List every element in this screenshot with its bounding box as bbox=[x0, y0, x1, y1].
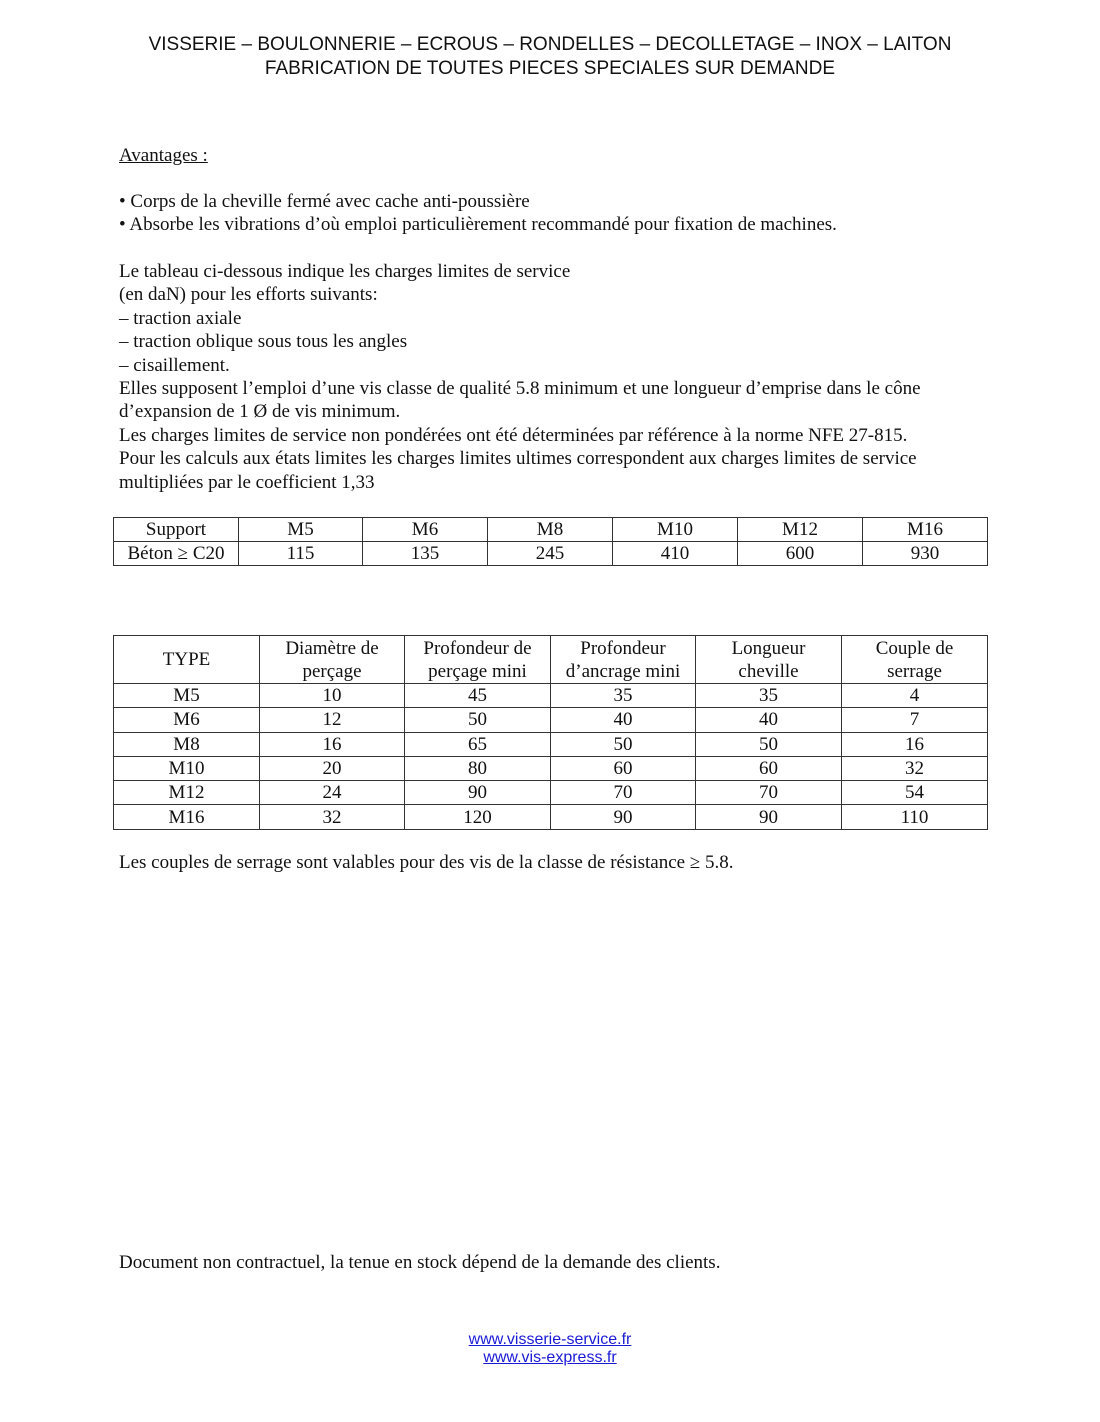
table-cell: 10 bbox=[260, 684, 405, 708]
intro-line: multipliées par le coefficient 1,33 bbox=[119, 471, 375, 493]
table-row bbox=[114, 708, 988, 732]
table-cell: 120 bbox=[405, 805, 551, 829]
header-text: Profondeur bbox=[580, 637, 666, 659]
torque-note: Les couples de serrage sont valables pour des vis de la classe de résistance ≥ 5.8. bbox=[119, 852, 734, 873]
intro-line: d’expansion de 1 Ø de vis minimum. bbox=[119, 401, 401, 423]
header-line-1: VISSERIE – BOULONNERIE – ECROUS – RONDELLES – DECOLLETAGE – INOX – LAITON bbox=[148, 34, 952, 55]
table-cell: 50 bbox=[696, 732, 842, 756]
intro-line: – traction axiale bbox=[119, 307, 242, 329]
header-text: perçage mini bbox=[428, 660, 527, 682]
table-cell: 40 bbox=[696, 708, 842, 732]
table-cell: 40 bbox=[551, 708, 696, 732]
table-row bbox=[114, 684, 988, 708]
table-cell: 110 bbox=[842, 805, 988, 829]
table-cell: 410 bbox=[613, 542, 738, 566]
table-row bbox=[114, 542, 988, 566]
header-text: d’ancrage mini bbox=[565, 660, 681, 682]
table-cell: 115 bbox=[239, 542, 363, 566]
advantages-list bbox=[119, 190, 999, 237]
table-cell: 32 bbox=[842, 756, 988, 780]
table-row bbox=[114, 732, 988, 756]
table-row bbox=[114, 756, 988, 780]
table-cell: 20 bbox=[260, 756, 405, 780]
table-row bbox=[114, 805, 988, 829]
advantage-item: • Absorbe les vibrations d’où emploi particulièrement recommandé pour fixation de machines. bbox=[119, 214, 837, 236]
table-header-row bbox=[114, 636, 988, 684]
table-cell: 35 bbox=[551, 684, 696, 708]
loads-table bbox=[113, 517, 988, 566]
table-header-cell: Support bbox=[114, 518, 239, 542]
table-cell: 80 bbox=[405, 756, 551, 780]
table-cell: 930 bbox=[863, 542, 988, 566]
table-header-cell: M8 bbox=[488, 518, 613, 542]
table-header-cell: M10 bbox=[613, 518, 738, 542]
intro-line: – traction oblique sous tous les angles bbox=[119, 331, 408, 353]
table-header-cell: M16 bbox=[863, 518, 988, 542]
table-cell: 600 bbox=[738, 542, 863, 566]
header-line-2: FABRICATION DE TOUTES PIECES SPECIALES SUR DEMANDE bbox=[264, 58, 836, 79]
table-cell: M10 bbox=[114, 756, 260, 780]
table-header-cell bbox=[551, 636, 696, 684]
table-cell: 35 bbox=[696, 684, 842, 708]
table-cell: 70 bbox=[696, 781, 842, 805]
table-cell: 90 bbox=[405, 781, 551, 805]
intro-line: Elles supposent l’emploi d’une vis classe de qualité 5.8 minimum et une longueur d’emprise dans le cône bbox=[119, 378, 921, 400]
table-header-cell bbox=[260, 636, 405, 684]
header-text: Couple de bbox=[875, 637, 954, 659]
table-header-cell bbox=[114, 636, 260, 684]
table-cell: 4 bbox=[842, 684, 988, 708]
table-row bbox=[114, 781, 988, 805]
intro-line: Pour les calculs aux états limites les charges limites ultimes correspondent aux charges limites de service bbox=[119, 448, 917, 470]
table-header-cell: M12 bbox=[738, 518, 863, 542]
table-header-row bbox=[114, 518, 988, 542]
table-header-cell: M5 bbox=[239, 518, 363, 542]
table-cell: 50 bbox=[405, 708, 551, 732]
table-cell: 16 bbox=[842, 732, 988, 756]
table-cell: 135 bbox=[363, 542, 488, 566]
header-text: serrage bbox=[887, 660, 942, 682]
table-cell: M16 bbox=[114, 805, 260, 829]
table-cell: 12 bbox=[260, 708, 405, 732]
table-cell: 90 bbox=[696, 805, 842, 829]
website-link-visserie-service[interactable]: www.visserie-service.fr bbox=[468, 1331, 632, 1348]
table-cell: 60 bbox=[696, 756, 842, 780]
intro-line: (en daN) pour les efforts suivants: bbox=[119, 284, 378, 306]
header-text: Longueur bbox=[731, 637, 806, 659]
table-cell: 90 bbox=[551, 805, 696, 829]
table-cell: 16 bbox=[260, 732, 405, 756]
intro-line: – cisaillement. bbox=[119, 354, 230, 376]
table-cell: 24 bbox=[260, 781, 405, 805]
website-link-vis-express[interactable]: www.vis-express.fr bbox=[483, 1349, 617, 1366]
table-cell: 32 bbox=[260, 805, 405, 829]
advantage-item: • Corps de la cheville fermé avec cache anti-poussière bbox=[119, 191, 530, 212]
table-cell: 60 bbox=[551, 756, 696, 780]
table-cell: 54 bbox=[842, 781, 988, 805]
specs-table bbox=[113, 635, 988, 830]
table-cell: Béton ≥ C20 bbox=[114, 542, 239, 566]
table-cell: M8 bbox=[114, 732, 260, 756]
header-text: perçage bbox=[302, 660, 362, 682]
table-cell: M12 bbox=[114, 781, 260, 805]
intro-line: Les charges limites de service non pondérées ont été déterminées par référence à la norme NFE 27-815. bbox=[119, 424, 908, 446]
table-cell: M5 bbox=[114, 684, 260, 708]
page-header bbox=[0, 33, 1100, 81]
intro-line: Le tableau ci-dessous indique les charges limites de service bbox=[119, 261, 571, 282]
table-header-cell bbox=[842, 636, 988, 684]
footer-links bbox=[0, 1331, 1100, 1367]
table-cell: 45 bbox=[405, 684, 551, 708]
table-cell: 245 bbox=[488, 542, 613, 566]
intro-paragraph bbox=[119, 260, 999, 494]
advantages-title-wrap bbox=[119, 144, 999, 167]
header-text: cheville bbox=[738, 660, 799, 682]
table-header-cell bbox=[696, 636, 842, 684]
disclaimer: Document non contractuel, la tenue en stock dépend de la demande des clients. bbox=[119, 1252, 721, 1273]
table-cell: M6 bbox=[114, 708, 260, 732]
header-text: TYPE bbox=[162, 649, 211, 670]
table-header-cell: M6 bbox=[363, 518, 488, 542]
header-text: Profondeur de bbox=[423, 637, 532, 659]
table-cell: 7 bbox=[842, 708, 988, 732]
table-cell: 65 bbox=[405, 732, 551, 756]
advantages-title: Avantages : bbox=[119, 145, 208, 166]
header-text: Diamètre de bbox=[285, 637, 379, 659]
table-cell: 50 bbox=[551, 732, 696, 756]
table-cell: 70 bbox=[551, 781, 696, 805]
table-header-cell bbox=[405, 636, 551, 684]
